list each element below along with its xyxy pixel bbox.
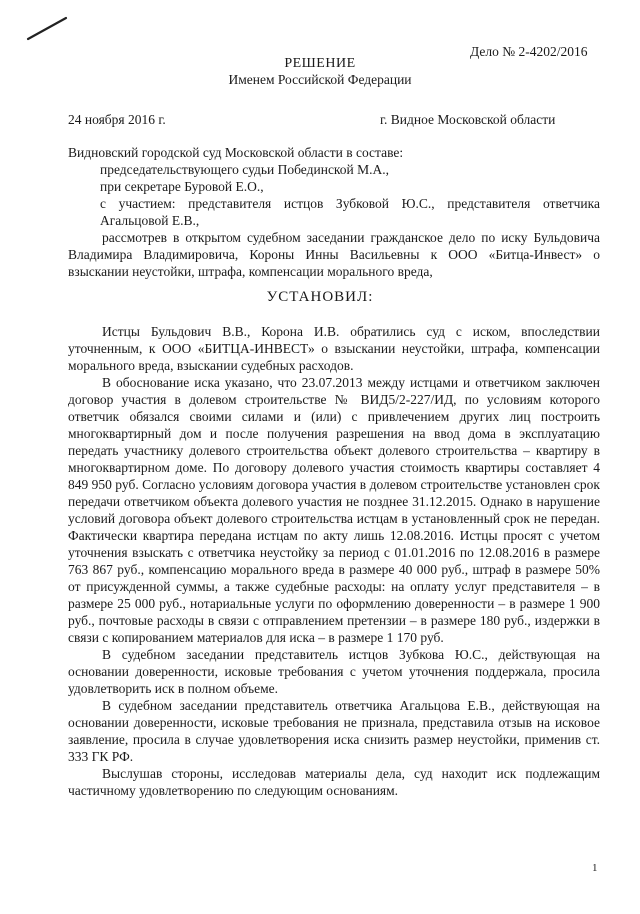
body-text bbox=[68, 323, 600, 799]
page-number: 1 bbox=[592, 862, 598, 874]
pen-stroke-mark bbox=[26, 14, 70, 42]
case-number: Дело № 2-4202/2016 bbox=[470, 44, 588, 59]
paragraph-plaintiff-representative: В судебном заседании представитель истцов Зубкова Ю.С., действующая на основании доверенности, исковые требования с учетом уточнения поддержала, просила удовлетворить иск в полном объеме. bbox=[68, 647, 600, 696]
participants: с участием: представителя истцов Зубковой Ю.С., представителя ответчика Агальцовой Е.В., bbox=[100, 196, 600, 228]
court-composition: Видновский городской суд Московской области в составе: bbox=[68, 145, 404, 160]
established-heading: УСТАНОВИЛ: bbox=[266, 289, 374, 305]
paragraph-conclusion: Выслушав стороны, исследовав материалы дела, суд находит иск подлежащим частичному удовлетворению по следующим основаниям. bbox=[68, 766, 600, 798]
presiding-judge: председательствующего судьи Побединской М.А., bbox=[100, 162, 390, 177]
document-title: РЕШЕНИЕ bbox=[284, 56, 356, 71]
document-subtitle: Именем Российской Федерации bbox=[228, 72, 412, 87]
secretary: при секретаре Буровой Е.О., bbox=[100, 179, 264, 194]
paragraph-grounds: В обоснование иска указано, что 23.07.2013 между истцами и ответчиком заключен договор участия в долевом строительстве № ВИД5/2-227/ИД, по условиям которого ответчик обязался своими силами и (или) с привлечением других лиц построить многоквартирный дом и после получения разрешения на ввод дома в эксплуатацию передать участнику долевого строительства объект долевого строительства – квартиру в многоквартирном доме. По договору долевого участия стоимость квартиры составляет 4 849 950 руб. Согласно условиям договора участия в долевом строительстве установлен срок передачи ответчиком объекта долевого участия не позднее 31.12.2015. Однако в нарушение условий договора объект долевого строительства истцам в установленный срок не передан. Фактически квартира передана истцам по акту лишь 12.08.2016. Истцы просят с учетом уточнения взыскать с ответчика неустойку за период с 01.01.2016 по 12.08.2016 в размере 763 867 руб., компенсацию морального вреда в размере 40 000 руб., штраф в размере 50% от присужденной суммы, а также судебные расходы: на оплату услуг представителя – в размере 25 000 руб., нотариальные услуги по оформлению доверенности – в размере 1 900 руб., почтовые расходы в связи с отправлением претензии – в размере 180 руб., издержки в связи с копированием материалов для иска – в размере 1 170 руб. bbox=[68, 375, 600, 645]
paragraph-defendant-representative: В судебном заседании представитель ответчика Агальцова Е.В., действующая на основании доверенности, исковые требования не признала, представила отзыв на исковое заявление, просила в случае удовлетворения иска снизить размер неустойки, применив ст. 333 ГК РФ. bbox=[68, 698, 600, 764]
case-considered: рассмотрев в открытом судебном заседании гражданское дело по иску Бульдовича Владимира Владимировича, Короны Инны Васильевны к ООО «Битца-Инвест» о взыскании неустойки, штрафа, компенсации морального вреда, bbox=[68, 230, 600, 279]
decision-date: 24 ноября 2016 г. bbox=[68, 112, 166, 127]
paragraph-claim: Истцы Бульдович В.В., Корона И.В. обратились суд с иском, впоследствии уточненным, к ООО «БИТЦА-ИНВЕСТ» о взыскании неустойки, штрафа, компенсации морального вреда, взыскании судебных расходов. bbox=[68, 324, 600, 373]
court-composition-block bbox=[68, 144, 600, 280]
decision-place: г. Видное Московской области bbox=[380, 112, 556, 127]
